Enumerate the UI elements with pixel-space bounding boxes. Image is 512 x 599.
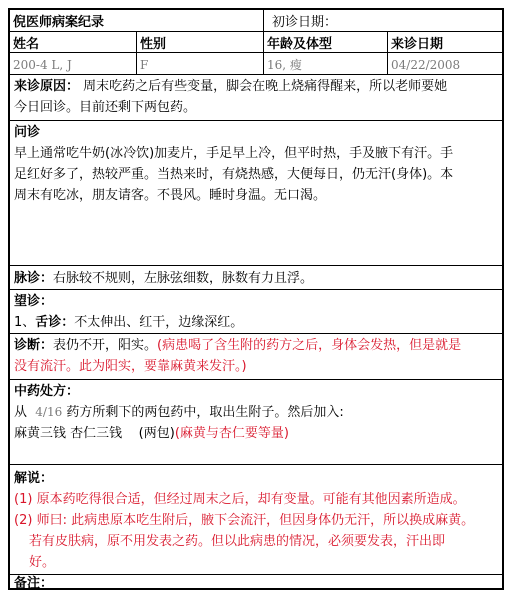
herb-packs: (两包) [138,426,175,441]
age-build-header: 年龄及体型 [264,32,388,52]
explanation-item-2-number: (2) [14,513,33,528]
herb-list: 麻黄三钱 杏仁三钱 [14,426,123,441]
tongue-label: 舌诊： [35,315,75,330]
notes-label: 备注： [14,576,54,591]
explanation-item-2-cont-2: 好。 [29,555,56,570]
pulse-section [10,266,502,290]
patient-id-value: 200-4 L, J [10,53,137,74]
tongue-text: 不太伸出、红干，边缘深红。 [74,315,244,330]
pulse-text: 右脉较不规则，左脉弦细数，脉数有力且浮。 [53,271,314,286]
prescription-instruction: 药方所剩下的两包药中，取出生附子。然后加入: [66,405,344,420]
diagnosis-label: 诊断： [14,338,54,353]
diagnosis-note-1: (病患喝了含生附的药方之后，身体会发热，但是就是 [157,338,462,353]
explanation-item-1-text: 原本药吃得很合适，但经过周末之后，却有变量。可能有其他因素所造成。 [36,492,466,507]
diagnosis-note-2: 没有流汗。此为阳实，要靠麻黄来发汗。) [14,359,247,374]
prescription-date: 4/16 [35,405,63,419]
prescription-from: 从 [14,405,28,420]
reason-label: 来诊原因： [14,79,80,94]
diagnosis-text: 表仍不开，阳实。 [53,338,158,353]
explanation-item-1-number: (1) [14,492,33,507]
inquiry-label: 问诊 [14,125,41,140]
first-visit-date-label: 初诊日期： [272,15,338,30]
reason-section [10,75,502,121]
explanation-item-2-text: 师曰: 此病患原本吃生附后，腋下会流汗，但因身体仍无汗，所以换成麻黄。 [36,513,475,528]
gender-header: 性别 [137,32,264,52]
visit-date-value: 04/22/2008 [391,58,461,72]
inquiry-line-3: 周末有吃冰，朋友请客。不畏风。睡时身温。无口渴。 [14,188,327,203]
explanation-item-2-cont-1: 若有皮肤病，原不用发表之药。但以此病患的情况，必须要发表，汗出即 [29,534,446,549]
reason-line-2: 今日回诊。目前还剩下两包药。 [14,100,197,115]
inquiry-line-1: 早上通常吃牛奶(冰冷饮)加麦片，手足早上冷，但平时热，手及腋下有汗。手 [14,146,454,161]
inspection-label: 望诊： [14,294,54,309]
title-row [10,10,502,32]
prescription-section [10,380,502,465]
prescription-label: 中药处方： [14,384,80,399]
explanation-section [10,465,502,575]
record-title: 倪医师病案纪录 [10,10,264,31]
gender-value: F [137,53,264,74]
inspection-number: 1、 [14,315,36,330]
herb-ratio-note: (麻黄与杏仁要等量) [174,426,289,441]
info-value-row [10,53,502,75]
visit-date-header: 来诊日期 [391,37,444,52]
age-build-value: 16, 瘦 [264,53,388,74]
record-table [8,8,504,590]
pulse-label: 脉诊： [14,271,54,286]
name-header: 姓名 [10,32,137,52]
explanation-label: 解说： [14,471,54,486]
inquiry-line-2: 足红好多了，热较严重。当热来时，有烧热感，大便每日，仍无汗(身体)。本 [14,167,454,182]
reason-line-1: 周末吃药之后有些变量，脚会在晚上烧痛得醒来，所以老师要她 [83,79,448,94]
inquiry-section [10,121,502,266]
notes-section [10,575,502,590]
inspection-section [10,290,502,334]
info-header-row [10,32,502,53]
diagnosis-section [10,334,502,380]
